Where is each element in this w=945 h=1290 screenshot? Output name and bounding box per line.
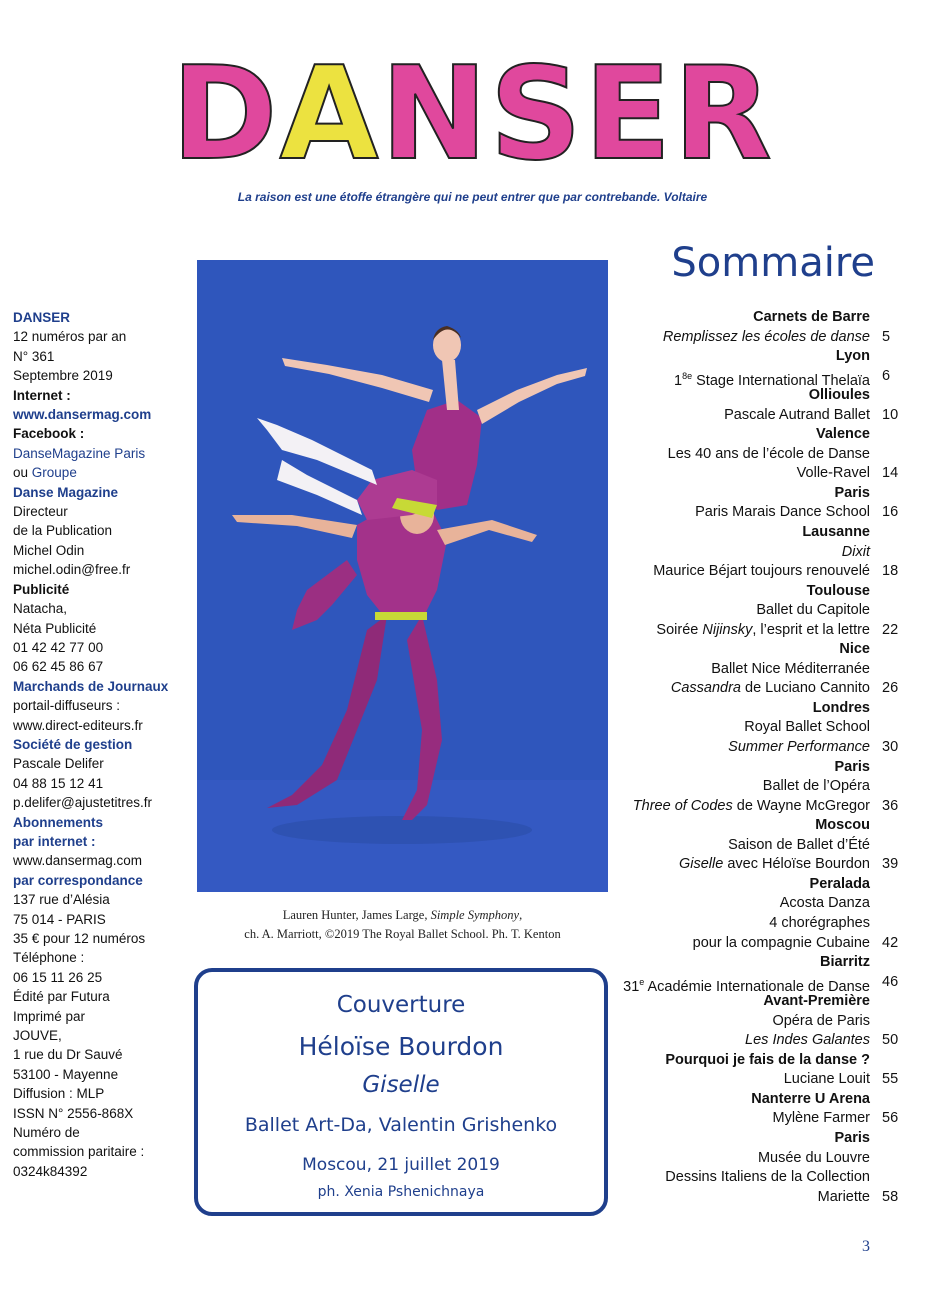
toc-entry[interactable]	[600, 1070, 905, 1090]
toc-section-label: Ollioules	[808, 387, 870, 404]
title-letter-a: A	[279, 40, 381, 189]
toc-section	[600, 308, 905, 328]
caption-line-1	[197, 906, 608, 925]
colophon-address-city: 75 014 - PARIS	[13, 911, 106, 927]
toc-section	[600, 640, 905, 660]
toc-section-label: Carnets de Barre	[753, 309, 870, 325]
toc-entry-title	[633, 797, 870, 817]
toc-entry-title: Volle-Ravel	[796, 465, 870, 482]
toc-entry-line	[600, 1149, 905, 1169]
toc-entry-text: Académie Internationale de Danse	[644, 978, 870, 995]
toc-entry-line	[600, 718, 905, 738]
caption-line-2: ch. A. Marriott, ©2019 The Royal Ballet School. Ph. T. Kenton	[244, 927, 561, 941]
title-letter-s: S	[489, 40, 584, 189]
toc-entry-line	[600, 601, 905, 621]
toc-ordinal-suffix: 8e	[682, 370, 693, 381]
toc-entry[interactable]	[600, 367, 905, 387]
caption-comma: ,	[519, 908, 523, 922]
toc-work-title: Three of Codes	[632, 797, 733, 814]
colophon-sidebar	[13, 308, 193, 1181]
colophon-management-label: Société de gestion	[13, 736, 133, 752]
toc-section-label: Nanterre U Arena	[751, 1090, 870, 1107]
toc-entry-title: Dixit	[841, 543, 870, 560]
toc-page-number: 55	[882, 1071, 899, 1088]
title-letter-r: R	[673, 40, 774, 189]
toc-entry-title: Pascale Autrand Ballet	[724, 406, 870, 423]
toc-page-number: 10	[882, 406, 899, 423]
toc-section-label: Pourquoi je fais de la danse ?	[665, 1051, 870, 1068]
title-letter-d: D	[171, 40, 280, 189]
toc-entry-title: Maurice Béjart toujours renouvelé	[653, 563, 870, 580]
toc-entry-title: Summer Performance	[728, 739, 870, 756]
colophon-publisher: Édité par Futura	[13, 989, 110, 1005]
colophon-printer-address: 1 rue du Dr Sauvé	[13, 1047, 123, 1063]
colophon-date: Septembre 2019	[13, 368, 113, 384]
toc-entry-text: de Luciano Cannito	[741, 680, 870, 697]
colophon-price: 35 € pour 12 numéros	[13, 931, 146, 946]
toc-work-title: Cassandra	[670, 680, 741, 697]
toc-entry-text: de Wayne McGregor	[732, 797, 870, 814]
toc-page-number: 46	[882, 973, 899, 990]
colophon-subscriptions-label: Abonnements	[13, 814, 104, 830]
colophon-website-link[interactable]: www.dansermag.com	[13, 407, 152, 423]
toc-work-title: Nijinsky	[702, 621, 753, 638]
toc-section	[600, 523, 905, 543]
toc-section-label: Peralada	[809, 875, 870, 892]
toc-entry-line	[600, 914, 905, 934]
toc-section	[600, 699, 905, 719]
toc-page-number: 22	[882, 621, 899, 638]
table-of-contents	[600, 308, 905, 1207]
colophon-facebook-page[interactable]: DanseMagazine Paris	[13, 445, 146, 461]
colophon-brand: DANSER	[13, 310, 71, 325]
toc-entry[interactable]	[600, 328, 905, 348]
toc-entry-title: Les Indes Galantes	[745, 1032, 870, 1049]
toc-section-label: Paris	[834, 758, 870, 775]
toc-page-number: 36	[882, 797, 899, 814]
cover-label: Couverture	[336, 992, 466, 1018]
colophon-commission-number: 0324k84392	[13, 1163, 88, 1179]
tagline-quote: La raison est une étoffe étrangère qui ne peut entrer que par contrebande. Voltaire	[237, 190, 708, 204]
colophon-newsstand-text: portail-diffuseurs :	[13, 698, 121, 714]
toc-page-number: 58	[882, 1188, 899, 1205]
colophon-management-phone: 04 88 15 12 41	[13, 775, 104, 791]
toc-section-label: Lausanne	[802, 524, 870, 541]
toc-section	[600, 816, 905, 836]
dancers-photo	[197, 260, 608, 892]
colophon-newsstand-url[interactable]: www.direct-editeurs.fr	[13, 717, 143, 733]
colophon-internet-label: Internet :	[13, 387, 71, 403]
colophon-distribution: Diffusion : MLP	[13, 1086, 105, 1102]
toc-entry-title: Luciane Louit	[783, 1071, 870, 1088]
toc-section-label: Londres	[812, 699, 870, 716]
toc-section	[600, 386, 905, 406]
toc-entry[interactable]	[600, 973, 905, 993]
toc-entry[interactable]	[600, 738, 905, 758]
toc-entry-text: avec Héloïse Bourdon	[723, 856, 870, 873]
toc-entry-line	[600, 445, 905, 465]
colophon-phone: 06 15 11 26 25	[13, 969, 103, 985]
toc-entry-title: Saison de Ballet d’Été	[728, 836, 870, 853]
colophon-facebook-label: Facebook :	[13, 426, 85, 442]
colophon-ads-contact: Natacha,	[13, 601, 68, 617]
toc-entry-title	[671, 679, 870, 699]
colophon-management-email[interactable]: p.delifer@ajustetitres.fr	[13, 795, 153, 811]
toc-entry-title: Dessins Italiens de la Collection	[665, 1169, 870, 1186]
toc-section	[600, 1090, 905, 1110]
colophon-address-street: 137 rue d’Alésia	[13, 892, 110, 908]
toc-section-label: Avant-Première	[763, 993, 870, 1010]
toc-entry-title: pour la compagnie Cubaine	[692, 934, 870, 951]
colophon-group-name[interactable]: Danse Magazine	[13, 484, 119, 500]
toc-entry[interactable]	[600, 503, 905, 523]
colophon-printer-label: Imprimé par	[13, 1008, 86, 1024]
title-letter-n: N	[380, 40, 490, 189]
toc-entry-line	[600, 836, 905, 856]
colophon-director-title: Directeur	[13, 504, 68, 520]
toc-section-label: Nice	[839, 641, 870, 658]
toc-section	[600, 875, 905, 895]
toc-entry-title: Ballet du Capitole	[756, 602, 870, 619]
toc-section	[600, 1129, 905, 1149]
toc-entry[interactable]	[600, 679, 905, 699]
toc-entry-title: Musée du Louvre	[757, 1149, 870, 1166]
toc-entry[interactable]	[600, 934, 905, 954]
magazine-title	[0, 40, 945, 189]
toc-entry-title: Ballet Nice Méditerranée	[711, 660, 870, 677]
cover-info-box	[194, 968, 608, 1216]
toc-page-number: 42	[882, 934, 899, 951]
toc-section	[600, 425, 905, 445]
toc-page-number: 56	[882, 1110, 899, 1127]
toc-entry[interactable]	[600, 1031, 905, 1051]
colophon-director-name: Michel Odin	[13, 542, 85, 558]
toc-page-number: 39	[882, 856, 899, 873]
toc-page-number: 50	[882, 1032, 899, 1049]
colophon-ads-agency: Néta Publicité	[13, 620, 97, 636]
photo-caption	[197, 906, 608, 944]
toc-entry[interactable]	[600, 1109, 905, 1129]
toc-entry-line	[600, 1168, 905, 1188]
cover-dancer-name: Héloïse Bourdon	[298, 1032, 504, 1061]
toc-entry[interactable]	[600, 406, 905, 426]
colophon-group-line	[13, 463, 193, 482]
toc-section-label: Valence	[815, 426, 870, 443]
toc-entry-text: , l’esprit et la lettre	[752, 621, 870, 638]
toc-section-label: Paris	[834, 1129, 870, 1146]
toc-page-number: 14	[882, 465, 899, 482]
colophon-ads-mobile: 06 62 45 86 67	[13, 659, 104, 675]
toc-entry-title: Acosta Danza	[779, 895, 870, 912]
title-letter-e: E	[583, 40, 674, 189]
colophon-subscriptions-url[interactable]: www.dansermag.com	[13, 853, 143, 869]
cover-date: Moscou, 21 juillet 2019	[302, 1155, 500, 1175]
colophon-issue: N° 361	[13, 348, 55, 364]
toc-entry-title: Ballet de l’Opéra	[762, 778, 870, 795]
toc-entry-text: Soirée	[656, 621, 703, 638]
caption-dancers: Lauren Hunter, James Large,	[282, 908, 431, 922]
colophon-printer-city: 53100 - Mayenne	[13, 1066, 119, 1082]
toc-ordinal-number: 31	[623, 978, 640, 995]
toc-entry-title: Paris Marais Dance School	[695, 504, 870, 521]
colophon-management-name: Pascale Delifer	[13, 756, 104, 772]
colophon-commission-label: Numéro de	[13, 1125, 80, 1141]
toc-entry-title: Les 40 ans de l’école de Danse	[667, 445, 870, 462]
toc-page-number: 16	[882, 504, 899, 521]
toc-entry-title: Opéra de Paris	[772, 1012, 870, 1029]
colophon-frequency: 12 numéros par an	[13, 329, 127, 345]
toc-ordinal-number: 1	[674, 372, 683, 389]
colophon-group-word: Groupe	[31, 465, 77, 481]
colophon-ads-phone: 01 42 42 77 00	[13, 639, 104, 655]
colophon-ads-label: Publicité	[13, 581, 70, 597]
sommaire-heading: Sommaire	[671, 240, 875, 286]
colophon-mail-label: par correspondance	[13, 872, 143, 888]
colophon-printer-name: JOUVE,	[13, 1028, 62, 1044]
toc-page-number: 30	[882, 739, 899, 756]
dancer-shadow	[272, 816, 532, 844]
colophon-director-email[interactable]: michel.odin@free.fr	[13, 562, 131, 578]
toc-section-label: Moscou	[815, 817, 870, 834]
colophon-commission-label-2: commission paritaire :	[13, 1144, 145, 1160]
page-number: 3	[862, 1238, 870, 1255]
colophon-issn: ISSN N° 2556-868X	[13, 1105, 134, 1121]
toc-entry-title: Royal Ballet School	[744, 719, 870, 736]
toc-entry[interactable]	[600, 621, 905, 641]
toc-work-title: Giselle	[678, 856, 724, 873]
toc-entry[interactable]	[600, 464, 905, 484]
toc-entry-line	[600, 543, 905, 563]
dancers-illustration	[197, 260, 608, 892]
toc-entry[interactable]	[600, 1188, 905, 1208]
toc-section	[600, 953, 905, 973]
colophon-subscriptions-online-label: par internet :	[13, 833, 96, 849]
toc-entry-line	[600, 777, 905, 797]
toc-entry-line	[600, 894, 905, 914]
cover-company: Ballet Art-Da, Valentin Grishenko	[244, 1114, 558, 1136]
toc-section-label: Paris	[834, 484, 870, 501]
toc-section	[600, 758, 905, 778]
colophon-or-word: ou	[13, 465, 29, 481]
toc-entry-title	[679, 855, 870, 875]
cover-photographer: ph. Xenia Pshenichnaya	[317, 1184, 485, 1200]
toc-page-number: 18	[882, 563, 899, 580]
toc-entry[interactable]	[600, 562, 905, 582]
toc-entry-title	[656, 621, 870, 641]
toc-entry-title: Mylène Farmer	[772, 1110, 870, 1127]
caption-ballet-title: Simple Symphony	[430, 908, 520, 922]
toc-entry-title: Mariette	[817, 1188, 870, 1205]
colophon-director-title-2: de la Publication	[13, 523, 113, 539]
toc-page-number: 5	[882, 328, 891, 345]
toc-page-number: 6	[882, 367, 891, 384]
toc-section-label: Biarritz	[820, 954, 870, 971]
toc-entry[interactable]	[600, 855, 905, 875]
cover-role: Giselle	[362, 1072, 440, 1098]
colophon-phone-label: Téléphone :	[13, 950, 85, 966]
toc-entry-title: 4 chorégraphes	[769, 914, 870, 931]
toc-section	[600, 347, 905, 367]
toc-page-number: 26	[882, 680, 899, 697]
toc-entry-line	[600, 1012, 905, 1032]
toc-section-label: Toulouse	[806, 582, 870, 599]
toc-section	[600, 582, 905, 602]
toc-entry-text: Stage International Thelaïa	[692, 372, 870, 389]
colophon-newsstand-label: Marchands de Journaux	[13, 678, 169, 694]
toc-section	[600, 484, 905, 504]
toc-section-label: Lyon	[835, 348, 870, 365]
toc-entry[interactable]	[600, 797, 905, 817]
toc-section	[600, 1051, 905, 1071]
toc-entry-title: Remplissez les écoles de danse	[662, 328, 870, 345]
toc-ordinal-suffix: e	[639, 976, 645, 987]
toc-entry-line	[600, 660, 905, 680]
toc-section	[600, 992, 905, 1012]
